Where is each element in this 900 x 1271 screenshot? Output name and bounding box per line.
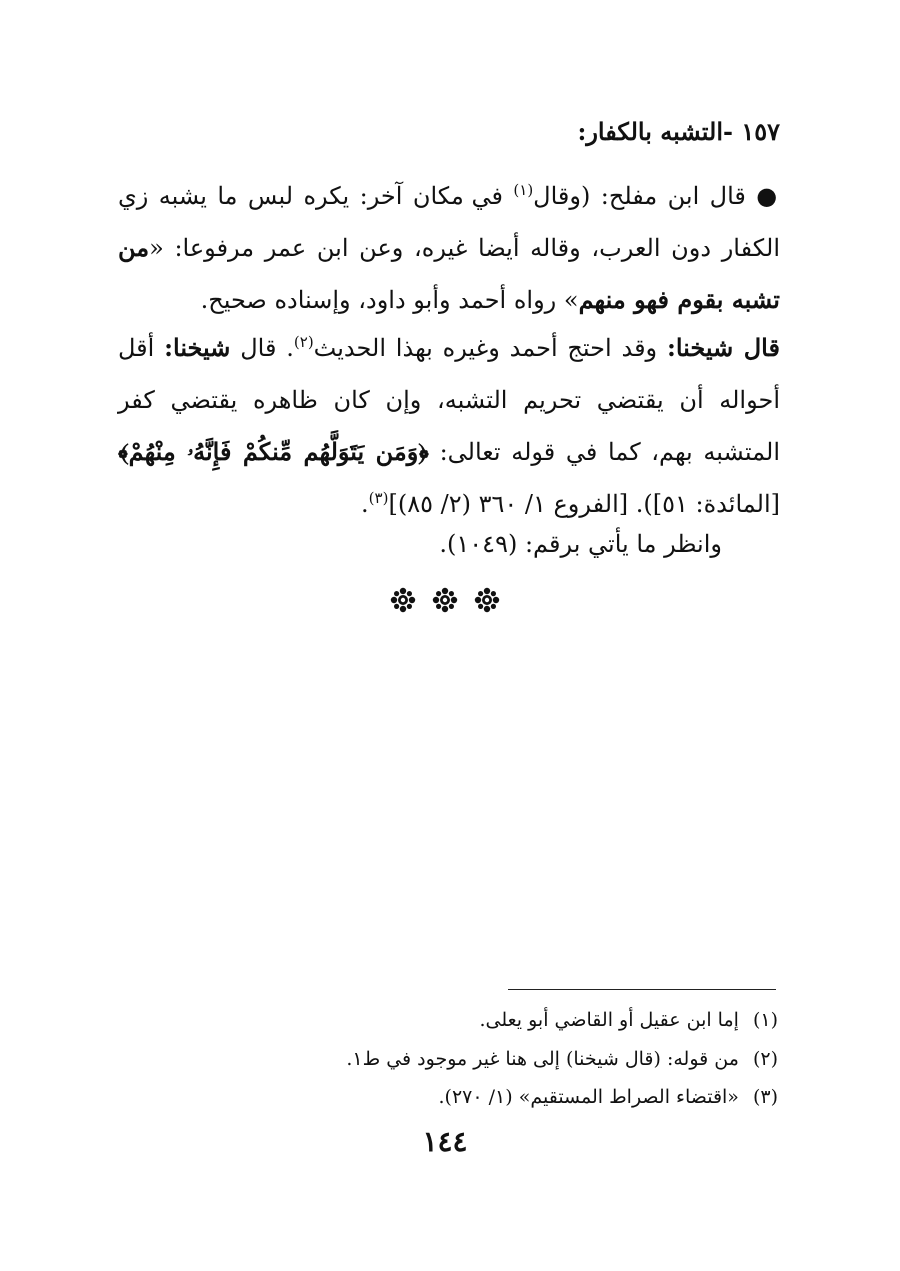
para1-text-a: قال ابن مفلح: (وقال (533, 182, 746, 210)
para2-text-b: . قال (240, 334, 294, 362)
footnote-ref-2[interactable]: (٢) (293, 333, 314, 351)
rosette-icon (432, 587, 458, 613)
label-qala-shaykhuna: قال شيخنا: (666, 333, 780, 362)
footnote-1 (118, 1005, 778, 1035)
para2-text-a: وقد احتج أحمد وغيره بهذا الحديث (313, 334, 658, 362)
hadith-text: من تشبه بقوم فهو منهم (118, 233, 780, 314)
section-heading: ١٥٧ -التشبه بالكفار: (577, 117, 780, 146)
footnote-2 (118, 1044, 778, 1074)
footnote-3 (118, 1082, 778, 1112)
footnote-number: (٢) (752, 1048, 778, 1070)
footnote-text: من قوله: (قال شيخنا) إلى هنا غير موجود في ط١. (346, 1048, 739, 1070)
rosette-icon (390, 587, 416, 613)
bullet-icon: ● (756, 182, 781, 210)
footnote-number: (٣) (752, 1086, 778, 1108)
footnote-text: إما ابن عقيل أو القاضي أبو يعلى. (479, 1009, 739, 1031)
para2-text-c: أقل أحواله أن يقتضي تحريم التشبه، وإن كان ظاهره يقتضي كفر المتشبه بهم، كما في قوله تعالى: (118, 334, 780, 466)
para2-text-e: . (361, 490, 369, 518)
section-separator (390, 584, 500, 616)
footnote-divider (508, 989, 776, 990)
see-also-line: وانظر ما يأتي برقم: (١٠٤٩). (439, 530, 722, 558)
rosette-icon (474, 587, 500, 613)
para2-text-d: [المائدة: ٥١]). [الفروع ١/ ٣٦٠ (٢/ ٨٥)] (388, 490, 780, 518)
footnote-ref-3[interactable]: (٣) (368, 489, 389, 507)
footnote-ref-1[interactable]: (١) (513, 181, 534, 199)
footnote-number: (١) (752, 1009, 778, 1031)
para1-text-c: » رواه أحمد وأبو داود، وإسناده صحيح. (200, 286, 579, 314)
footnote-text: «اقتضاء الصراط المستقيم» (١/ ٢٧٠). (438, 1086, 739, 1108)
paragraph-shaykh (118, 322, 780, 530)
label-shaykhuna: شيخنا: (164, 333, 231, 362)
paragraph-ibn-muflih (118, 170, 780, 326)
quran-verse: ﴿وَمَن يَتَوَلَّهُم مِّنكُمْ فَإِنَّهُۥ مِنْهُمْ﴾ (118, 437, 429, 466)
page-number: ١٤٤ (422, 1125, 468, 1158)
para1-text-b: في مكان آخر: يكره لبس ما يشبه زي الكفار دون العرب، وقاله أيضا غيره، وعن ابن عمر مرفوعا: « (118, 182, 780, 262)
